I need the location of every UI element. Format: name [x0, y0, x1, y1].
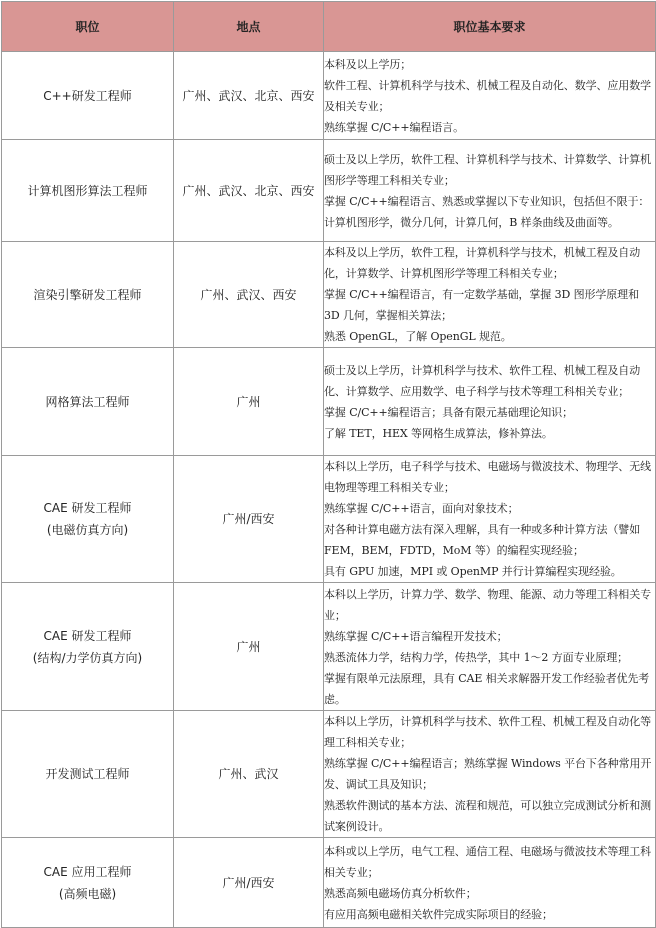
requirement-item: 熟悉流体力学，结构力学，传热学，其中 1～2 方面专业原理；	[324, 650, 628, 664]
requirement-item: 软件工程、计算机科学与技术、机械工程及自动化、数学、应用数学及相关专业；	[324, 78, 651, 113]
requirement-item: 具有 GPU 加速，MPI 或 OpenMP 并行计算编程实现经验。	[324, 565, 622, 578]
job-location: 广州/西安	[174, 838, 324, 928]
job-title-cell	[2, 242, 174, 348]
job-location: 广州/西安	[174, 456, 324, 583]
requirement-item: 熟悉高频电磁场仿真分析软件；	[324, 886, 477, 900]
requirement-item: 熟练掌握 C/C++编程语言；熟练掌握 Windows 平台下各种常用开发、调试工具及知识；	[324, 757, 652, 791]
job-location: 广州、武汉、西安	[174, 242, 324, 348]
job-title-cell	[2, 711, 174, 838]
requirement-item: 掌握有限单元法原理，具有 CAE 相关求解器开发工作经验者优先考虑。	[324, 671, 650, 706]
requirement-item: 硕士及以上学历，计算机科学与技术、软件工程、机械工程及自动化、计算数学、应用数学、电子科学与技术等理工科相关专业；	[324, 363, 641, 398]
requirement-item: 本科以上学历，电子科学与技术、电磁场与微波技术、物理学、无线电物理等理工科相关专业；	[324, 460, 651, 494]
job-location: 广州	[174, 348, 324, 456]
job-title: CAE 应用工程师	[43, 864, 132, 879]
requirement-item: 本科以上学历，计算机科学与技术、软件工程、机械工程及自动化等理工科相关专业；	[324, 715, 651, 749]
header-position: 职位	[2, 2, 174, 52]
job-row	[2, 838, 656, 928]
job-title-cell	[2, 456, 174, 583]
job-requirements	[324, 242, 656, 348]
job-title-cell	[2, 348, 174, 456]
job-title-cell	[2, 52, 174, 140]
job-row	[2, 583, 656, 711]
requirement-item: 了解 TET，HEX 等网格生成算法，修补算法。	[324, 426, 553, 440]
job-title-cell	[2, 838, 174, 928]
job-title: C++研发工程师	[43, 88, 132, 103]
requirement-item: 本科或以上学历，电气工程、通信工程、电磁场与微波技术等理工科相关专业；	[324, 844, 651, 879]
requirement-item: 熟悉 OpenGL，了解 OpenGL 规范。	[324, 330, 512, 343]
job-row	[2, 348, 656, 456]
requirement-item: 本科及以上学历；	[324, 57, 412, 71]
job-title-cell	[2, 140, 174, 242]
job-row	[2, 711, 656, 838]
job-requirements	[324, 456, 656, 583]
header-location: 地点	[174, 2, 324, 52]
job-location: 广州、武汉、北京、西安	[174, 52, 324, 140]
requirement-item: 有应用高频电磁相关软件完成实际项目的经验；	[324, 907, 553, 921]
header-row	[2, 2, 656, 52]
job-requirements	[324, 52, 656, 140]
requirement-item: 熟练掌握 C/C++语言编程开发技术；	[324, 629, 508, 643]
job-row	[2, 140, 656, 242]
job-subtitle: (高频电磁)	[58, 886, 117, 901]
requirement-item: 硕士及以上学历，软件工程、计算机科学与技术、计算数学、计算机图形学等理工科相关专业；	[324, 152, 651, 187]
requirement-item: 掌握 C/C++编程语言；具备有限元基础理论知识；	[324, 405, 573, 419]
requirement-item: 熟练掌握 C/C++编程语言。	[324, 120, 464, 134]
job-requirements	[324, 583, 656, 711]
job-requirements	[324, 140, 656, 242]
job-requirements	[324, 838, 656, 928]
job-title: CAE 研发工程师	[43, 628, 132, 643]
requirement-item: 本科以上学历，计算力学、数学、物理、能源、动力等理工科相关专业；	[324, 587, 651, 622]
job-title: 开发测试工程师	[45, 767, 130, 781]
job-requirements	[324, 348, 656, 456]
job-row	[2, 242, 656, 348]
header-requirements: 职位基本要求	[324, 2, 656, 52]
requirement-item: 熟练掌握 C/C++语言，面向对象技术；	[324, 502, 519, 515]
job-title-cell	[2, 583, 174, 711]
job-title: 渲染引擎研发工程师	[33, 287, 142, 302]
job-row	[2, 52, 656, 140]
job-title: 计算机图形算法工程师	[27, 183, 148, 198]
requirement-item: 熟悉软件测试的基本方法、流程和规范，可以独立完成测试分析和测试案例设计。	[324, 799, 651, 833]
requirement-item: 对各种计算电磁方法有深入理解，具有一种或多种计算方法（譬如 FEM，BEM，FDTD，MoM 等）的编程实现经验；	[324, 523, 641, 557]
job-title: 网格算法工程师	[45, 394, 130, 409]
requirement-item: 掌握 C/C++编程语言、熟悉或掌握以下专业知识，包括但不限于： 计算机图形学，微分几何，计算几何，B 样条曲线及曲面等。	[324, 194, 650, 229]
job-rows	[2, 52, 656, 928]
job-requirements	[324, 711, 656, 838]
requirement-item: 掌握 C/C++编程语言，有一定数学基础，掌握 3D 图形学原理和 3D 几何，掌握相关算法；	[324, 288, 639, 322]
job-location: 广州、武汉	[174, 711, 324, 838]
job-subtitle: (电磁仿真方向)	[46, 523, 129, 537]
jobs-table	[1, 1, 656, 928]
job-location: 广州	[174, 583, 324, 711]
requirement-item: 本科及以上学历，软件工程，计算机科学与技术，机械工程及自动化，计算数学、计算机图形学等理工科相关专业；	[324, 246, 641, 280]
job-location: 广州、武汉、北京、西安	[174, 140, 324, 242]
job-row	[2, 456, 656, 583]
job-subtitle: (结构/力学仿真方向)	[32, 650, 143, 665]
job-title: CAE 研发工程师	[43, 501, 132, 515]
